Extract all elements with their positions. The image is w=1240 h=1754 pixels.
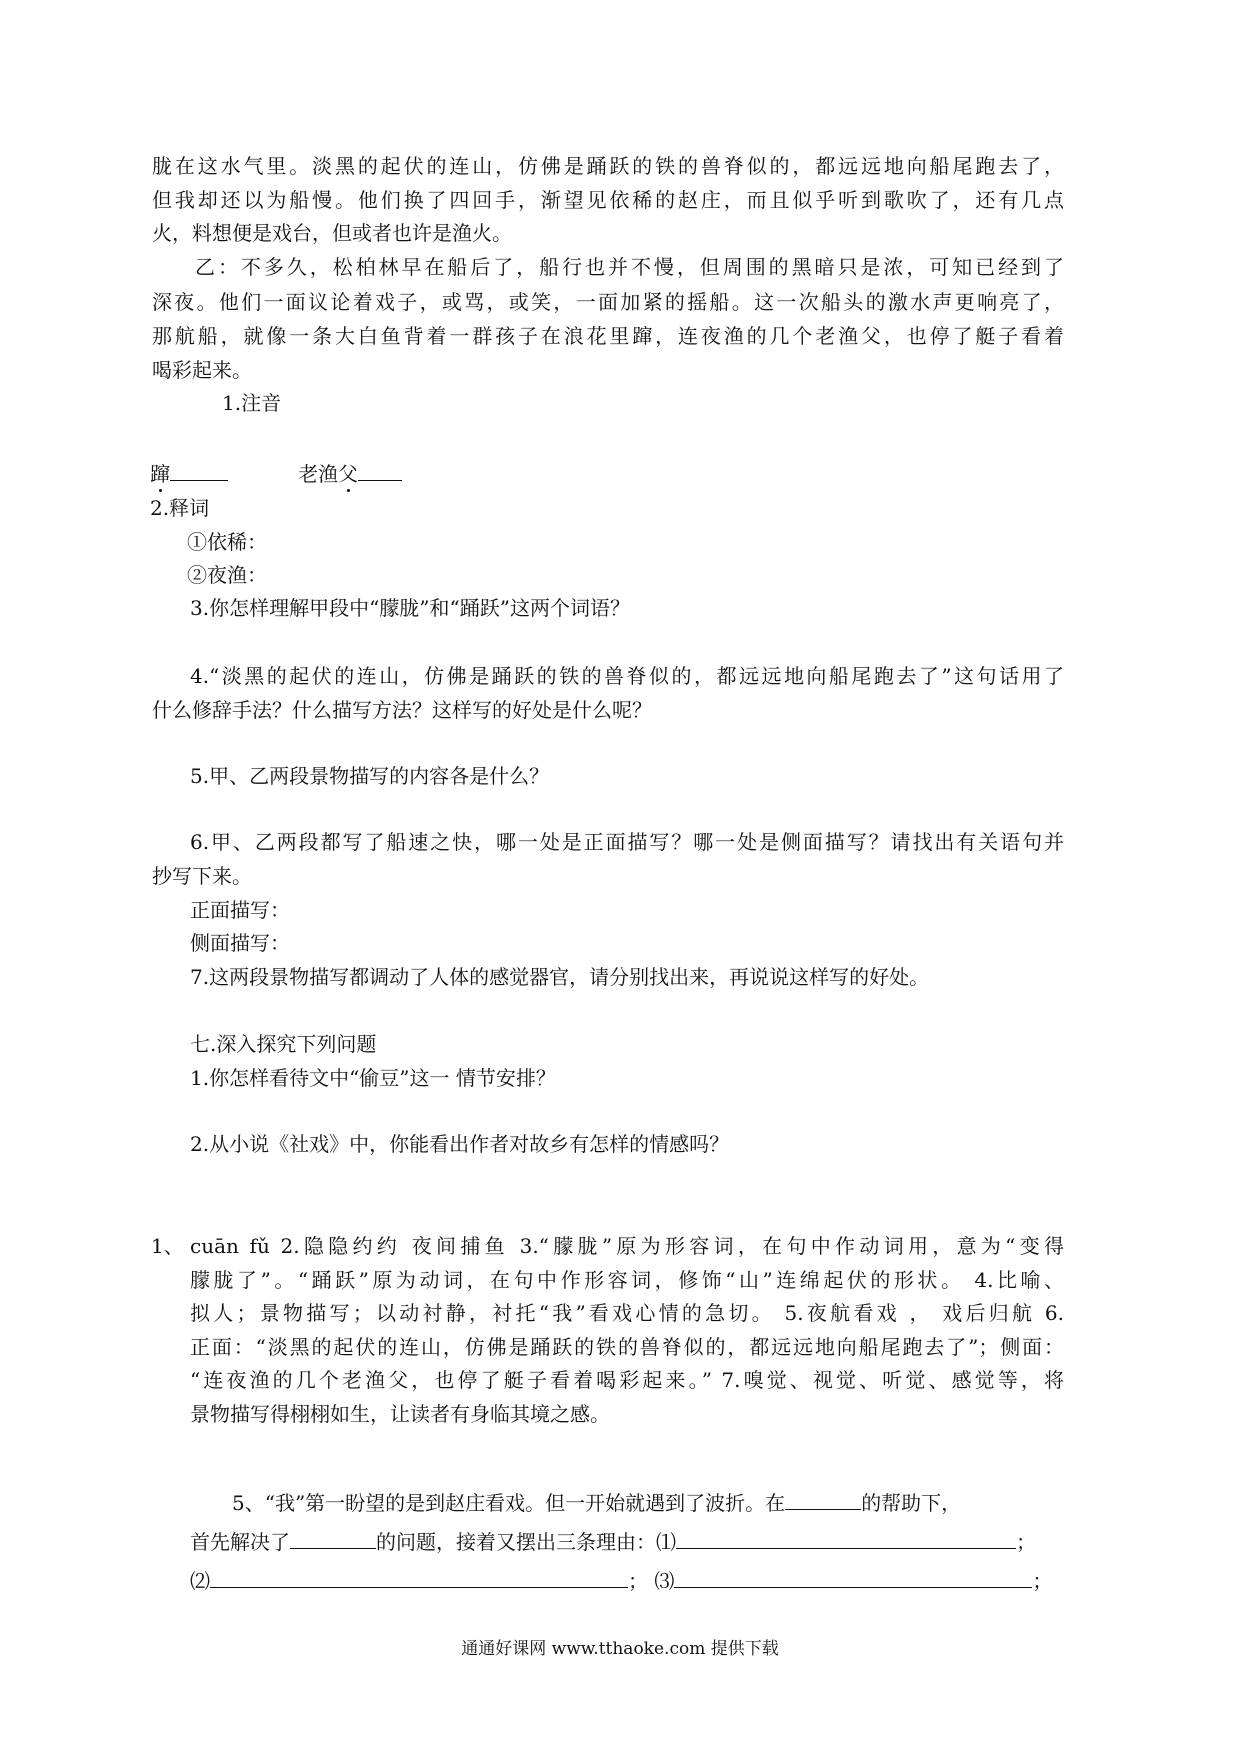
q1-blank-2[interactable] — [358, 460, 402, 481]
fill-line-1-text-b: 的帮助下， — [861, 1491, 962, 1515]
fill-line-2-text-b: 的问题，接着又摆出三条理由：⑴ — [376, 1530, 676, 1554]
fill-line-2-text-a: 首先解决了 — [190, 1530, 290, 1554]
answers-line-1: cuān fǔ 2.隐隐约约 夜间捕鱼 3.“朦胧”原为形容词，在句中作动词用，意为“变得 — [190, 1234, 1064, 1258]
q1-title: 1.注音 — [222, 391, 282, 415]
passage-yi-line-2: 深夜。他们一面议论着戏子，或骂，或笑，一面加紧的摇船。这一次船头的激水声更响亮了， — [152, 290, 1064, 314]
q1-pinyin-row — [150, 460, 402, 488]
q2-title: 2.释词 — [150, 496, 210, 520]
answers-line-4: 正面：“淡黑的起伏的连山，仿佛是踊跃的铁的兽脊似的，都远远地向船尾跑去了”；侧面： — [190, 1335, 1064, 1359]
passage-jia-line-3: 火，料想便是戏台，但或者也许是渔火。 — [152, 221, 512, 245]
q2-item-2: ②夜渔： — [187, 563, 267, 587]
answers-line-5: “连夜渔的几个老渔父，也停了艇子看着喝彩起来。” 7.嗅觉、视觉、听觉、感觉等，将 — [190, 1368, 1064, 1392]
q6-line-1: 6.甲、乙两段都写了船速之快，哪一处是正面描写？哪一处是侧面描写？请找出有关语句并 — [190, 830, 1064, 854]
fill-line-2-end: ； — [1016, 1530, 1036, 1554]
fill-line-3 — [190, 1567, 1052, 1595]
q4-line-2: 什么修辞手法？什么描写方法？这样写的好处是什么呢？ — [152, 698, 652, 722]
answers-line-2: 朦胧了”。“踊跃”原为动词，在句中作形容词，修饰“山”连绵起伏的形状。 4.比喻、 — [190, 1268, 1064, 1292]
fill-blank-reason-2[interactable] — [210, 1567, 628, 1588]
q1-char-2-prefix: 老渔 — [298, 462, 338, 486]
passage-jia-line-1: 胧在这水气里。淡黑的起伏的连山，仿佛是踊跃的铁的兽脊似的，都远远地向船尾跑去了， — [152, 154, 1064, 178]
fill-line-2 — [190, 1528, 1036, 1556]
q4-line-1: 4.“淡黑的起伏的连山，仿佛是踊跃的铁的兽脊似的，都远远地向船尾跑去了”这句话用了 — [190, 664, 1064, 688]
fill-blank-problem[interactable] — [290, 1528, 376, 1549]
q6-line-2: 抄写下来。 — [152, 864, 252, 888]
q6-side: 侧面描写： — [190, 931, 290, 955]
q1-char-1: 蹿 — [150, 462, 170, 486]
q1-blank-1[interactable] — [170, 460, 228, 481]
q3: 3.你怎样理解甲段中“朦胧”和“踊跃”这两个词语？ — [190, 596, 630, 620]
q7: 7.这两段景物描写都调动了人体的感觉器官，请分别找出来，再说说这样写的好处。 — [190, 965, 930, 989]
answers-line-6: 景物描写得栩栩如生，让读者有身临其境之感。 — [190, 1402, 610, 1426]
q2-item-1: ①依稀： — [187, 530, 267, 554]
fill-line-1-text-a: 5、“我”第一盼望的是到赵庄看戏。但一开始就遇到了波折。在 — [232, 1491, 786, 1515]
page-footer: 通通好课网 www.tthaoke.com 提供下载 — [461, 1639, 779, 1659]
fill-line-3-end: ； — [1032, 1569, 1053, 1593]
fill-line-3-num-3: ； ⑶ — [628, 1569, 675, 1593]
fill-line-1 — [232, 1489, 961, 1517]
answers-number: 1、 — [151, 1234, 184, 1258]
answers-line-3: 拟人；景物描写；以动衬静，衬托“我”看戏心情的急切。 5.夜航看戏 ， 戏后归航 6. — [190, 1301, 1064, 1325]
q1-char-2-dotted: 父 — [338, 462, 358, 486]
fill-blank-reason-1[interactable] — [676, 1528, 1016, 1549]
q6-front: 正面描写： — [190, 898, 290, 922]
q5: 5.甲、乙两段景物描写的内容各是什么？ — [190, 764, 550, 788]
section7-q1: 1.你怎样看待文中“偷豆”这一 情节安排？ — [190, 1066, 556, 1090]
passage-yi-line-3: 那航船，就像一条大白鱼背着一群孩子在浪花里蹿，连夜渔的几个老渔父，也停了艇子看着 — [152, 324, 1064, 348]
passage-yi-line-1: 乙：不多久，松柏林早在船后了，船行也并不慢，但周围的黑暗只是浓，可知已经到了 — [195, 255, 1064, 279]
section7-title: 七.深入探究下列问题 — [190, 1032, 377, 1056]
fill-line-3-num-2: ⑵ — [190, 1569, 210, 1593]
section7-q2: 2.从小说《社戏》中，你能看出作者对故乡有怎样的情感吗？ — [190, 1132, 730, 1156]
passage-yi-line-4: 喝彩起来。 — [152, 358, 252, 382]
passage-jia-line-2: 但我却还以为船慢。他们换了四回手，渐望见依稀的赵庄，而且似乎听到歌吹了，还有几点 — [152, 188, 1064, 212]
fill-blank-reason-3[interactable] — [674, 1567, 1032, 1588]
fill-blank-helper[interactable] — [785, 1489, 861, 1510]
